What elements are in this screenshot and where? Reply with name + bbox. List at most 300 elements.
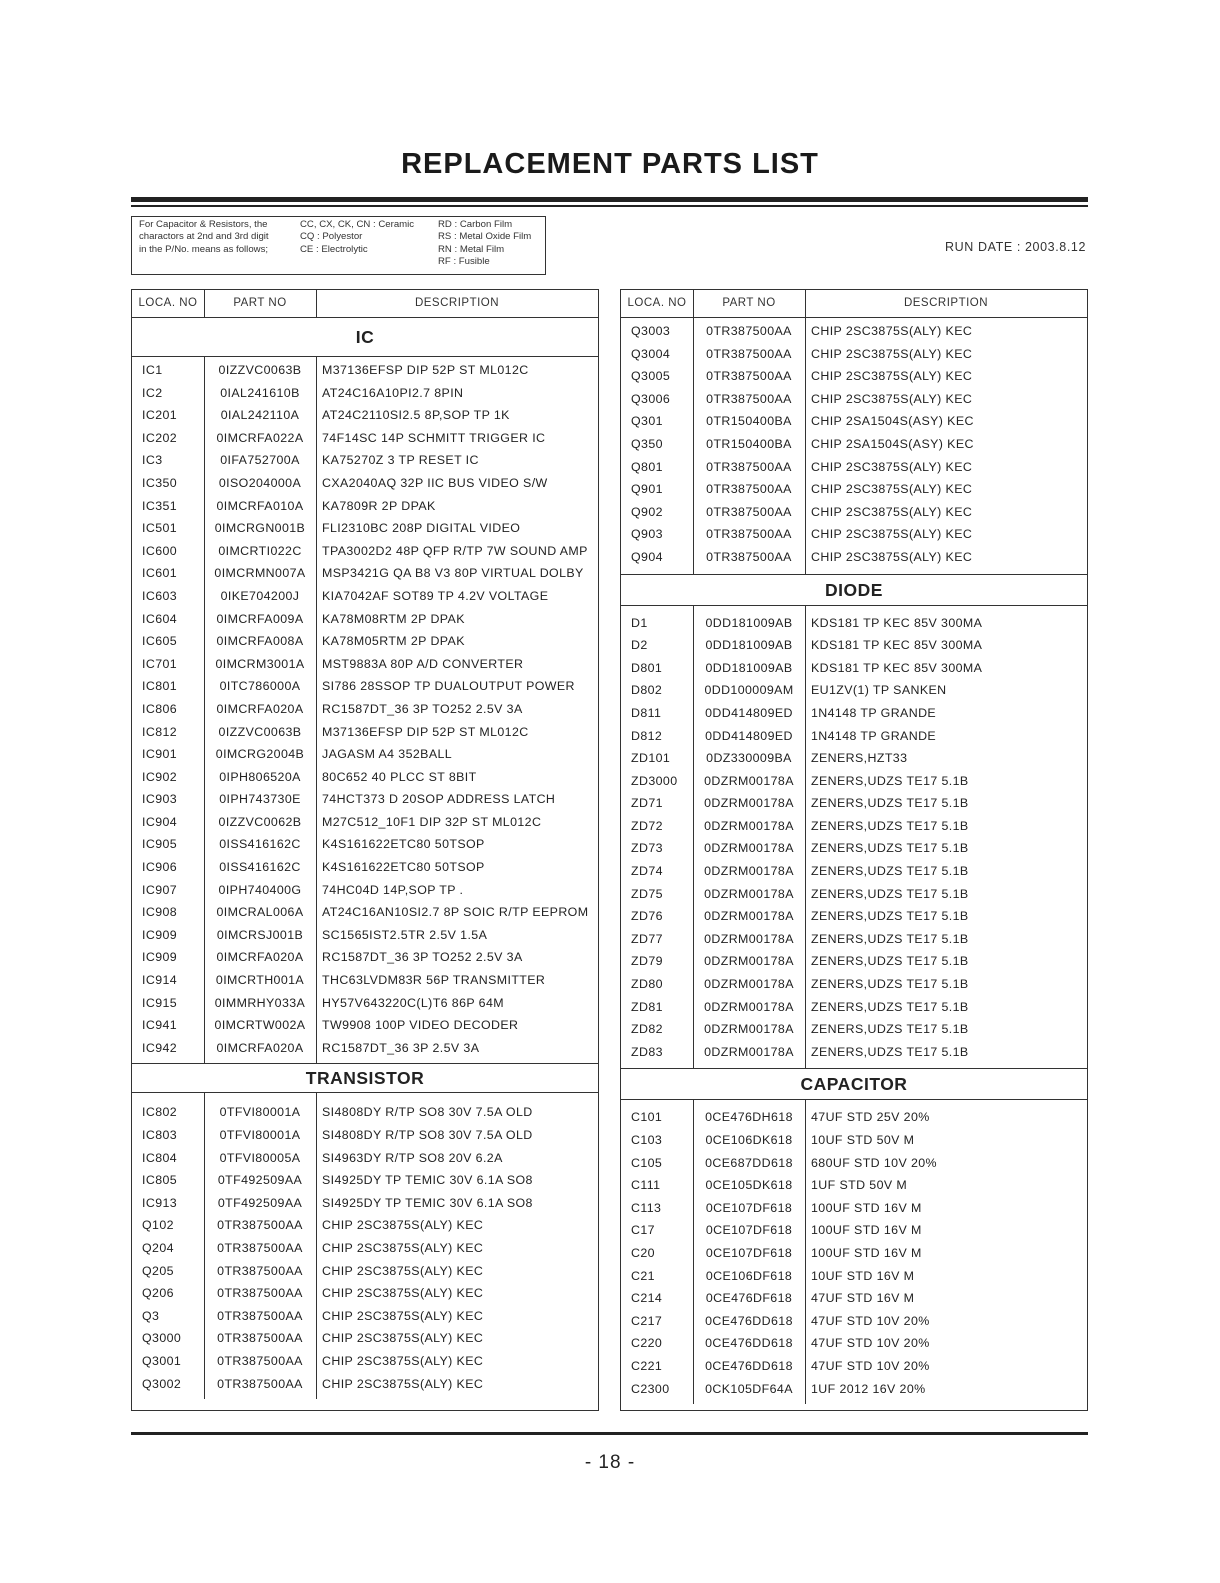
table-row (621, 546, 1087, 569)
loca-no: D811 (631, 705, 662, 720)
part-no: 0IMCRMN007A (214, 566, 306, 581)
loca-no: IC802 (142, 1105, 178, 1120)
description: K4S161622ETC80 50TSOP (322, 860, 485, 875)
legend-text: CC, CX, CK, CN : Ceramic (300, 219, 415, 230)
column-divider (693, 1100, 694, 1404)
description: ZENERS,UDZS TE17 5.1B (811, 1044, 969, 1059)
part-no: 0DZRM00178A (704, 977, 794, 992)
table-row (132, 743, 598, 766)
description: AT24C16A10PI2.7 8PIN (322, 385, 464, 400)
description: 100UF STD 16V M (811, 1223, 922, 1238)
section-title: CAPACITOR (621, 1068, 1087, 1100)
description: MST9883A 80P A/D CONVERTER (322, 656, 524, 671)
part-no: 0TR387500AA (706, 391, 792, 406)
loca-no: ZD79 (631, 954, 663, 969)
description: ZENERS,UDZS TE17 5.1B (811, 954, 969, 969)
description: CHIP 2SC3875S(ALY) KEC (811, 324, 973, 338)
table-row (621, 1265, 1087, 1288)
loca-no: IC915 (142, 995, 178, 1010)
table-row (132, 1169, 598, 1192)
part-no: 0DZRM00178A (704, 909, 794, 924)
part-no: 0IMCRSJ001B (216, 927, 304, 942)
table-row (621, 1174, 1087, 1197)
part-no: 0IAL242110A (220, 408, 300, 423)
loca-no: Q901 (631, 482, 663, 497)
description: CHIP 2SC3875S(ALY) KEC (811, 482, 973, 497)
loca-no: IC803 (142, 1128, 178, 1142)
part-no: 0TR387500AA (217, 1353, 303, 1368)
legend-text: RN : Metal Film (438, 243, 505, 255)
part-no: 0IMCRTH001A (215, 973, 305, 988)
table-row (621, 860, 1087, 883)
description: 74HC04D 14P,SOP TP . (322, 882, 464, 897)
loca-no: Q3 (142, 1308, 160, 1323)
table-row (621, 815, 1087, 838)
description: MSP3421G QA B8 V3 80P VIRTUAL DOLBY (322, 566, 584, 581)
loca-no: C220 (631, 1336, 663, 1351)
part-no: 0DZRM00178A (704, 954, 794, 969)
loca-no: IC905 (142, 837, 178, 852)
section-rows (621, 318, 1087, 574)
page-title: REPLACEMENT PARTS LIST (401, 148, 819, 180)
part-no: 0CE107DF618 (705, 1245, 793, 1260)
description: RC1587DT_36 3P 2.5V 3A (322, 1040, 480, 1055)
part-no: 0CE106DF618 (705, 1268, 793, 1283)
page-number: - 18 - (584, 1452, 636, 1473)
loca-no: ZD80 (631, 977, 663, 992)
table-row (621, 478, 1087, 501)
part-no: 0IZZVC0062B (218, 814, 302, 829)
loca-no: ZD77 (631, 931, 663, 946)
description: CHIP 2SC3875S(ALY) KEC (811, 459, 973, 474)
loca-no: ZD74 (631, 864, 663, 879)
header-loca-no: LOCA. NO (621, 290, 694, 317)
table-row (132, 901, 598, 924)
table-row (621, 1355, 1087, 1378)
header-part-no: PART NO (693, 290, 806, 317)
table-row (621, 883, 1087, 906)
title-rule-thin (131, 205, 1088, 207)
part-no: 0ISS416162C (219, 860, 301, 875)
loca-no: Q3006 (631, 391, 671, 406)
loca-no: IC913 (142, 1195, 178, 1210)
table-row (132, 1214, 598, 1237)
legend-text: RS : Metal Oxide Film (438, 231, 532, 243)
table-row (132, 404, 598, 427)
description: CHIP 2SC3875S(ALY) KEC (811, 391, 973, 406)
legend-text: charactors at 2nd and 3rd digit (139, 231, 269, 243)
loca-no: Q3001 (142, 1353, 182, 1368)
loca-no: Q102 (142, 1218, 174, 1233)
part-no: 0TR387500AA (217, 1376, 303, 1391)
table-row (621, 1287, 1087, 1310)
table-row (621, 365, 1087, 388)
description: KDS181 TP KEC 85V 300MA (811, 660, 983, 675)
table-row (621, 1152, 1087, 1175)
table-row (132, 1260, 598, 1283)
legend-box (131, 216, 546, 275)
part-no: 0IMCRFA009A (216, 611, 304, 626)
part-no: 0CE476DD618 (705, 1313, 793, 1328)
part-no: 0IMCRFA010A (216, 498, 304, 513)
part-no: 0TR387500AA (706, 504, 792, 519)
table-row (621, 725, 1087, 748)
table-row (132, 811, 598, 834)
table-body (132, 318, 598, 1399)
section-rows (621, 606, 1087, 1069)
part-no: 0ISO204000A (218, 475, 302, 490)
loca-no: Q903 (631, 527, 663, 542)
description: CHIP 2SC3875S(ALY) KEC (322, 1218, 484, 1233)
description: ZENERS,UDZS TE17 5.1B (811, 977, 969, 992)
table-row (132, 1237, 598, 1260)
description: SI4925DY TP TEMIC 30V 6.1A SO8 (322, 1195, 533, 1210)
part-no: 0DD181009AB (705, 660, 793, 675)
loca-no: D2 (631, 638, 648, 653)
table-row (621, 634, 1087, 657)
description: CHIP 2SC3875S(ALY) KEC (322, 1331, 484, 1346)
description: FLI2310BC 208P DIGITAL VIDEO (322, 521, 521, 536)
table-row (621, 657, 1087, 680)
table-row (132, 1124, 598, 1147)
description: RC1587DT_36 3P TO252 2.5V 3A (322, 950, 523, 965)
part-no: 0IPH740400G (218, 882, 302, 897)
table-row (132, 472, 598, 495)
part-no: 0DD414809ED (705, 705, 793, 720)
part-no: 0DD181009AB (705, 615, 793, 630)
part-no: 0CE476DD618 (705, 1336, 793, 1351)
description: CHIP 2SC3875S(ALY) KEC (811, 346, 973, 361)
section-rows (132, 1093, 598, 1399)
section-title: IC (132, 318, 598, 357)
description: KA78M05RTM 2P DPAK (322, 634, 465, 649)
description: 1UF STD 50V M (811, 1178, 908, 1193)
loca-no: ZD75 (631, 886, 663, 901)
loca-no: IC812 (142, 724, 178, 739)
part-no: 0TR387500AA (706, 527, 792, 542)
table-row (132, 721, 598, 744)
part-no: 0CE476DF618 (705, 1291, 793, 1306)
header-description: DESCRIPTION (414, 297, 500, 309)
loca-no: ZD73 (631, 841, 663, 856)
section-rows (621, 1100, 1087, 1404)
part-no: 0CE106DK618 (705, 1133, 793, 1147)
table-row (132, 856, 598, 879)
table-row (132, 1282, 598, 1305)
table-row (621, 1018, 1087, 1041)
table-row (621, 1197, 1087, 1220)
legend-text: RF : Fusible (438, 256, 490, 268)
parts-table-right (620, 289, 1088, 1411)
part-no: 0TR387500AA (706, 324, 792, 338)
loca-no: IC601 (142, 566, 178, 581)
table-row (132, 1101, 598, 1124)
description: CXA2040AQ 32P IIC BUS VIDEO S/W (322, 475, 548, 490)
description: ZENERS,UDZS TE17 5.1B (811, 931, 969, 946)
header-description: DESCRIPTION (903, 297, 989, 309)
column-divider (805, 1100, 806, 1404)
part-no: 0TR387500AA (706, 549, 792, 564)
part-no: 0TR150400BA (706, 436, 792, 451)
table-row (621, 928, 1087, 951)
part-no: 0IKE704200J (220, 588, 300, 603)
loca-no: Q3000 (142, 1331, 182, 1346)
description: KDS181 TP KEC 85V 300MA (811, 638, 983, 653)
part-no: 0TFVI80005A (219, 1150, 301, 1165)
part-no: 0DZRM00178A (704, 818, 794, 833)
part-no: 0IMCRFA020A (216, 950, 304, 965)
loca-no: C17 (631, 1223, 655, 1238)
loca-no: Q902 (631, 504, 663, 519)
loca-no: Q350 (631, 436, 663, 451)
part-no: 0DZRM00178A (704, 773, 794, 788)
part-no: 0IPH743730E (219, 792, 301, 807)
description: KA78M08RTM 2P DPAK (322, 611, 465, 626)
description: ZENERS,UDZS TE17 5.1B (811, 1022, 969, 1037)
footer-rule (131, 1432, 1088, 1435)
loca-no: IC201 (142, 408, 178, 423)
table-row (132, 359, 598, 382)
loca-no: ZD81 (631, 999, 663, 1014)
part-no: 0IMCRM3001A (215, 656, 305, 671)
part-no: 0TR387500AA (217, 1308, 303, 1323)
description: AT24C16AN10SI2.7 8P SOIC R/TP EEPROM (322, 905, 589, 920)
part-no: 0IMMRHY033A (214, 995, 306, 1010)
table-row (621, 770, 1087, 793)
part-no: 0CE476DD618 (705, 1358, 793, 1373)
description: 100UF STD 16V M (811, 1200, 922, 1215)
loca-no: IC801 (142, 679, 178, 694)
part-no: 0CK105DF64A (705, 1381, 793, 1396)
part-no: 0IMCRG2004B (215, 747, 305, 762)
table-row (132, 1192, 598, 1215)
description: SI4808DY R/TP SO8 30V 7.5A OLD (322, 1128, 533, 1142)
header-loca-no: LOCA. NO (132, 290, 205, 317)
table-row (621, 996, 1087, 1019)
part-no: 0IPH806520A (219, 769, 301, 784)
table-row (621, 1041, 1087, 1064)
description: CHIP 2SC3875S(ALY) KEC (322, 1286, 484, 1301)
loca-no: IC603 (142, 588, 178, 603)
table-row (621, 950, 1087, 973)
table-row (132, 540, 598, 563)
part-no: 0DD100009AM (704, 683, 794, 698)
table-row (621, 1332, 1087, 1355)
table-row (132, 585, 598, 608)
description: AT24C2110SI2.5 8P,SOP TP 1K (322, 408, 510, 423)
loca-no: ZD82 (631, 1022, 663, 1037)
loca-no: Q206 (142, 1286, 174, 1301)
part-no: 0DZRM00178A (704, 886, 794, 901)
table-row (132, 562, 598, 585)
loca-no: Q3003 (631, 324, 671, 338)
description: HY57V643220C(L)T6 86P 64M (322, 995, 504, 1010)
part-no: 0TR387500AA (706, 482, 792, 497)
loca-no: IC942 (142, 1040, 178, 1055)
loca-no: Q205 (142, 1263, 174, 1278)
loca-no: IC804 (142, 1150, 178, 1165)
legend-text: in the P/No. means as follows; (139, 243, 269, 255)
part-no: 0TR387500AA (217, 1331, 303, 1346)
loca-no: IC2 (142, 385, 163, 400)
table-row (621, 1219, 1087, 1242)
description: JAGASM A4 352BALL (322, 747, 453, 762)
part-no: 0IMCRAL006A (216, 905, 304, 920)
loca-no: ZD76 (631, 909, 663, 924)
table-header (132, 290, 598, 318)
loca-no: Q904 (631, 549, 663, 564)
part-no: 0IMCRFA008A (216, 634, 304, 649)
part-no: 0IMCRFA020A (216, 701, 304, 716)
loca-no: IC941 (142, 1018, 178, 1033)
part-no: 0TR387500AA (706, 346, 792, 361)
loca-no: IC907 (142, 882, 178, 897)
part-no: 0DZRM00178A (704, 999, 794, 1014)
part-no: 0CE105DK618 (705, 1178, 793, 1193)
loca-no: IC805 (142, 1173, 178, 1188)
part-no: 0IFA752700A (220, 453, 300, 468)
table-row (132, 969, 598, 992)
description: 1UF 2012 16V 20% (811, 1381, 926, 1396)
table-row (621, 501, 1087, 524)
description: KDS181 TP KEC 85V 300MA (811, 615, 983, 630)
table-row (132, 924, 598, 947)
title-rule (131, 197, 1088, 202)
loca-no: C21 (631, 1268, 655, 1283)
table-row (132, 653, 598, 676)
part-no: 0DZRM00178A (704, 1022, 794, 1037)
description: EU1ZV(1) TP SANKEN (811, 683, 947, 698)
loca-no: IC906 (142, 860, 178, 875)
table-row (621, 433, 1087, 456)
description: 47UF STD 10V 20% (811, 1313, 930, 1328)
description: CHIP 2SA1504S(ASY) KEC (811, 414, 974, 429)
part-no: 0DD181009AB (705, 638, 793, 653)
description: M37136EFSP DIP 52P ST ML012C (322, 724, 529, 739)
description: 47UF STD 10V 20% (811, 1358, 930, 1373)
table-row (132, 495, 598, 518)
table-row (621, 388, 1087, 411)
loca-no: IC202 (142, 430, 178, 445)
loca-no: C217 (631, 1313, 663, 1328)
description: 10UF STD 16V M (811, 1268, 915, 1283)
table-row (621, 456, 1087, 479)
table-row (132, 766, 598, 789)
description: RC1587DT_36 3P TO252 2.5V 3A (322, 701, 523, 716)
part-no: 0DZ330009BA (706, 751, 792, 766)
part-no: 0TR387500AA (217, 1218, 303, 1233)
description: ZENERS,HZT33 (811, 751, 908, 766)
description: CHIP 2SC3875S(ALY) KEC (811, 527, 973, 542)
description: K4S161622ETC80 50TSOP (322, 837, 485, 852)
description: CHIP 2SC3875S(ALY) KEC (322, 1240, 484, 1255)
table-row (132, 382, 598, 405)
loca-no: IC701 (142, 656, 178, 671)
legend-text: CE : Electrolytic (300, 243, 368, 255)
part-no: 0CE107DF618 (705, 1200, 793, 1215)
loca-no: D812 (631, 728, 663, 743)
description: ZENERS,UDZS TE17 5.1B (811, 864, 969, 879)
part-no: 0IMCRTI022C (218, 543, 302, 558)
description: SC1565IST2.5TR 2.5V 1.5A (322, 927, 488, 942)
loca-no: C221 (631, 1358, 663, 1373)
legend-text: RD : Carbon Film (438, 219, 513, 230)
description: ZENERS,UDZS TE17 5.1B (811, 773, 969, 788)
table-row (621, 702, 1087, 725)
table-row (132, 946, 598, 969)
loca-no: ZD72 (631, 818, 663, 833)
table-body (621, 318, 1087, 1404)
loca-no: IC1 (142, 363, 163, 377)
description: CHIP 2SC3875S(ALY) KEC (811, 369, 973, 384)
description: SI4808DY R/TP SO8 30V 7.5A OLD (322, 1105, 533, 1120)
description: ZENERS,UDZS TE17 5.1B (811, 818, 969, 833)
loca-no: ZD101 (631, 751, 671, 766)
description: M27C512_10F1 DIP 32P ST ML012C (322, 814, 542, 829)
loca-no: C105 (631, 1155, 663, 1170)
table-row (621, 747, 1087, 770)
part-no: 0TR387500AA (217, 1286, 303, 1301)
column-divider (204, 357, 205, 1063)
legend-text: CQ : Polyestor (300, 231, 363, 243)
loca-no: IC350 (142, 475, 178, 490)
description: ZENERS,UDZS TE17 5.1B (811, 796, 969, 811)
table-row (621, 837, 1087, 860)
table-row (132, 1373, 598, 1396)
part-no: 0DZRM00178A (704, 796, 794, 811)
loca-no: ZD83 (631, 1044, 663, 1059)
table-row (621, 612, 1087, 635)
description: SI786 28SSOP TP DUALOUTPUT POWER (322, 679, 575, 694)
loca-no: Q3004 (631, 346, 671, 361)
description: TW9908 100P VIDEO DECODER (322, 1018, 519, 1033)
description: ZENERS,UDZS TE17 5.1B (811, 999, 969, 1014)
part-no: 0TF492509AA (217, 1173, 303, 1188)
table-row (132, 1350, 598, 1373)
part-no: 0IZZVC0063B (218, 363, 302, 377)
column-divider (805, 318, 806, 574)
loca-no: IC351 (142, 498, 178, 513)
loca-no: D802 (631, 683, 663, 698)
description: CHIP 2SC3875S(ALY) KEC (811, 549, 973, 564)
loca-no: IC806 (142, 701, 178, 716)
table-row (132, 517, 598, 540)
description: 100UF STD 16V M (811, 1245, 922, 1260)
description: THC63LVDM83R 56P TRANSMITTER (322, 973, 546, 988)
description: KIA7042AF SOT89 TP 4.2V VOLTAGE (322, 588, 549, 603)
description: ZENERS,UDZS TE17 5.1B (811, 841, 969, 856)
column-divider (316, 1093, 317, 1399)
table-row (132, 608, 598, 631)
description: TPA3002D2 48P QFP R/TP 7W SOUND AMP (322, 543, 588, 558)
loca-no: IC902 (142, 769, 178, 784)
loca-no: Q301 (631, 414, 663, 429)
loca-no: Q204 (142, 1240, 174, 1255)
loca-no: IC909 (142, 950, 178, 965)
table-row (132, 1037, 598, 1060)
header-part-no: PART NO (204, 290, 317, 317)
legend-col-2 (300, 219, 440, 256)
table-row (132, 992, 598, 1015)
table-row (621, 1129, 1087, 1152)
description: SI4925DY TP TEMIC 30V 6.1A SO8 (322, 1173, 533, 1188)
table-row (621, 410, 1087, 433)
description: 47UF STD 25V 20% (811, 1110, 930, 1125)
description: 1N4148 TP GRANDE (811, 705, 937, 720)
part-no: 0CE687DD618 (705, 1155, 793, 1170)
loca-no: IC914 (142, 973, 178, 988)
loca-no: IC3 (142, 453, 163, 468)
